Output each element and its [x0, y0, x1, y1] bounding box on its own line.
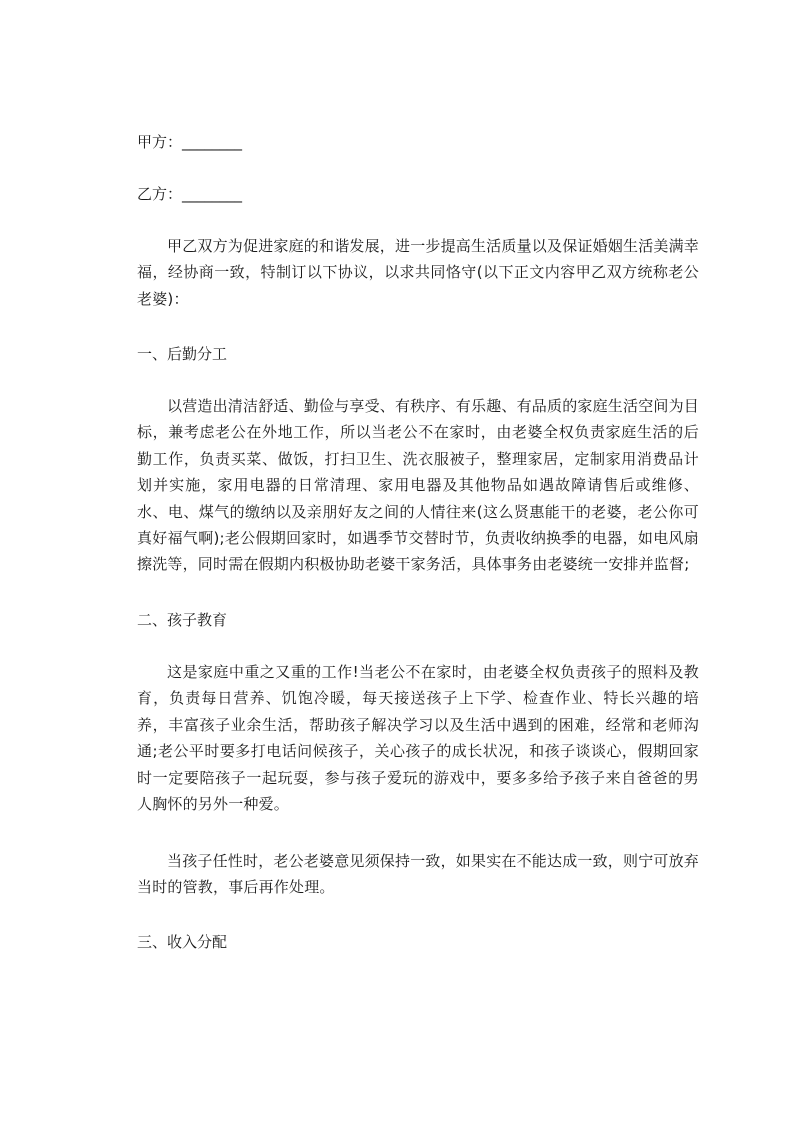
section-1-title: 一、后勤分工: [137, 345, 228, 363]
party-b-line: 乙方：________: [137, 185, 243, 203]
section-2-paragraph-1: 这是家庭中重之又重的工作!当老公不在家时，由老婆全权负责孩子的照料及教育，负责每日营养、饥饱冷暖，每天接送孩子上下学、检查作业、特长兴趣的培养，丰富孩子业余生活，帮助孩子解决学习以及生活中遇到的困难，经常和老师沟通;老公平时要多打电话问候孩子，关心孩子的成长状况，和孩子谈谈心，假期回家时一定要陪孩子一起玩耍，参与孩子爱玩的游戏中，要多多给予孩子来自爸爸的男人胸怀的另外一种爱。: [137, 663, 699, 814]
section-1-paragraph: 以营造出清洁舒适、勤俭与享受、有秩序、有乐趣、有品质的家庭生活空间为目标，兼考虑老公在外地工作，所以当老公不在家时，由老婆全权负责家庭生活的后勤工作，负责买菜、做饭，打扫卫生、洗衣服被子，整理家居，定制家用消费品计划并实施，家用电器的日常清理、家用电器及其他物品如遇故障请售后或维修、水、电、煤气的缴纳以及亲朋好友之间的人情往来(这么贤惠能干的老婆，老公你可真好福气啊);老公假期回家时，如遇季节交替时节，负责收纳换季的电器，如电风扇擦洗等，同时需在假期内积极协助老婆干家务活，具体事务由老婆统一安排并监督;: [137, 397, 700, 574]
party-a-line: 甲方：________: [137, 133, 243, 151]
intro-paragraph: 甲乙双方为促进家庭的和谐发展，进一步提高生活质量以及保证婚姻生活美满幸福，经协商一致，特制订以下协议，以求共同恪守(以下正文内容甲乙双方统称老公老婆)：: [137, 237, 700, 308]
section-3-title: 三、收入分配: [137, 933, 228, 951]
section-2-paragraph-2: 当孩子任性时，老公老婆意见须保持一致，如果实在不能达成一致，则宁可放弃当时的管教，事后再作处理。: [137, 852, 700, 897]
section-2-title: 二、孩子教育: [137, 611, 228, 629]
